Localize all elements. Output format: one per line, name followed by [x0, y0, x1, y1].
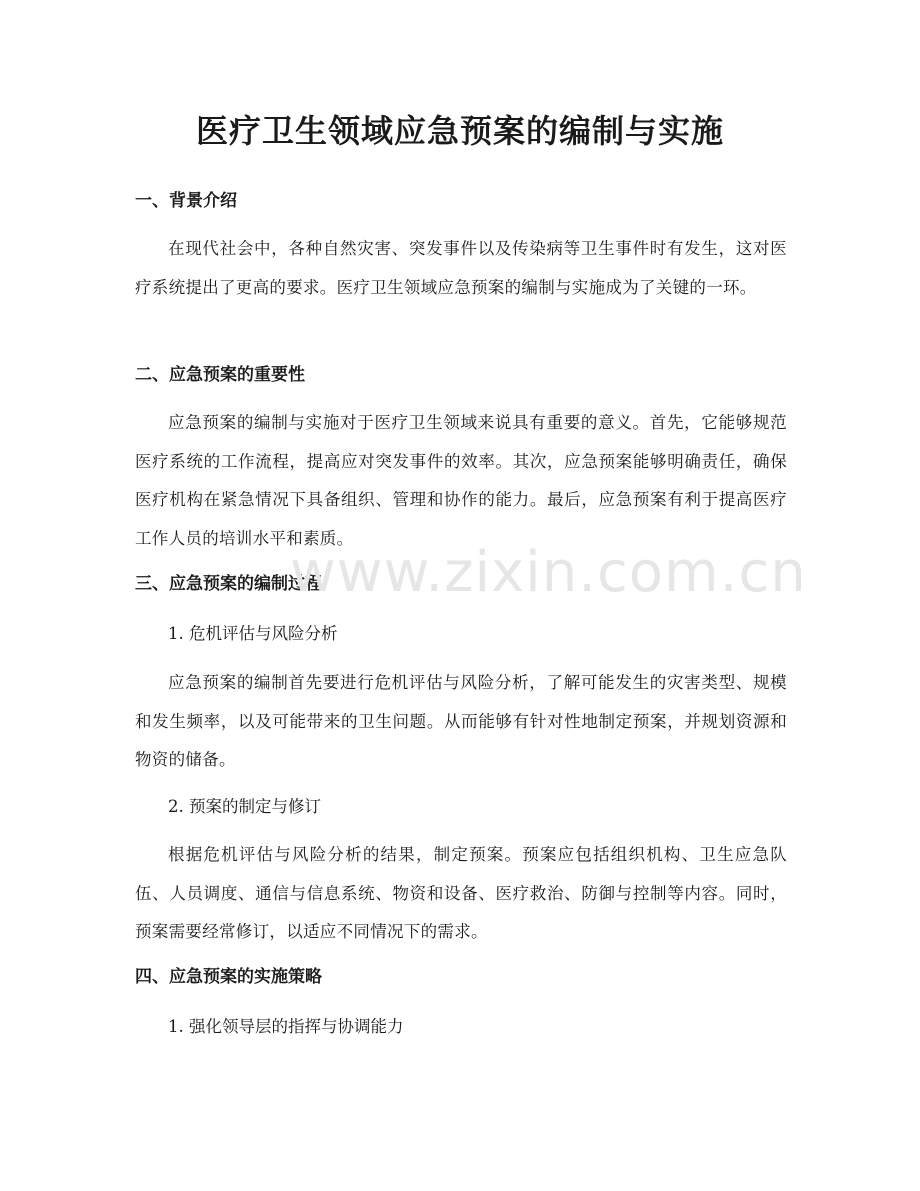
- section-heading-drafting: 三、应急预案的编制过程: [135, 574, 322, 594]
- section-heading-implementation: 四、应急预案的实施策略: [135, 967, 322, 987]
- paragraph-plan-revision: 根据危机评估与风险分析的结果，制定预案。预案应包括组织机构、卫生应急队伍、人员调度、通信与信息系统、物资和设备、医疗救治、防御与控制等内容。同时，预案需要经常修订，以适应不同情况下的需求。: [135, 845, 787, 941]
- subheading-risk-analysis: 1. 危机评估与风险分析: [168, 624, 338, 643]
- section-heading-importance: 二、应急预案的重要性: [135, 365, 305, 385]
- section-heading-background: 一、背景介绍: [135, 191, 237, 211]
- watermark-text: www.zixin.com.cn: [290, 540, 807, 605]
- paragraph-risk-analysis: 应急预案的编制首先要进行危机评估与风险分析，了解可能发生的灾害类型、规模和发生频率，以及可能带来的卫生问题。从而能够有针对性地制定预案，并规划资源和物资的储备。: [135, 673, 787, 769]
- section-paragraph-background: 在现代社会中，各种自然灾害、突发事件以及传染病等卫生事件时有发生，这对医疗系统提出了更高的要求。医疗卫生领域应急预案的编制与实施成为了关键的一环。: [135, 239, 787, 297]
- subheading-leadership: 1. 强化领导层的指挥与协调能力: [168, 1017, 404, 1036]
- section-paragraph-importance: 应急预案的编制与实施对于医疗卫生领域来说具有重要的意义。首先，它能够规范医疗系统的工作流程，提高应对突发事件的效率。其次，应急预案能够明确责任，确保医疗机构在紧急情况下具备组织、管理和协作的能力。最后，应急预案有利于提高医疗工作人员的培训水平和素质。: [135, 413, 787, 548]
- subheading-plan-revision: 2. 预案的制定与修订: [168, 797, 321, 816]
- document-title: 医疗卫生领域应急预案的编制与实施: [195, 112, 724, 150]
